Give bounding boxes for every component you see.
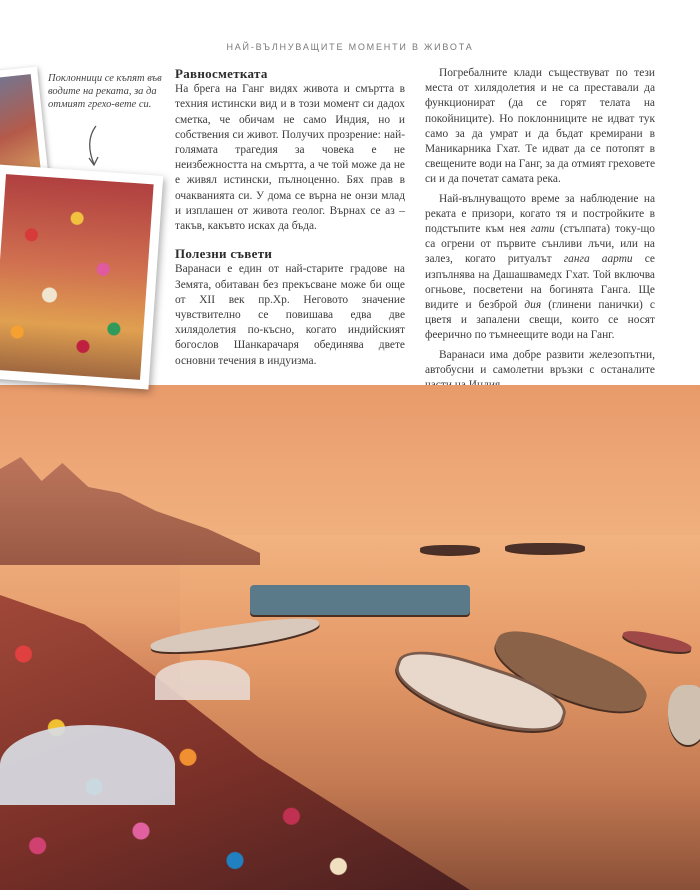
text-span: Най-вълнуващото време за наблюдение на реката е призори, когато тя и постройките в подстъпите към нея <box>425 192 655 236</box>
umbrella <box>0 725 175 805</box>
text-span: (стълпата) току-що са огрени от първите сънливи лъчи, или на залез, когато ритуалът <box>425 223 655 266</box>
caption-arrow-icon <box>82 124 104 168</box>
boat <box>420 545 480 554</box>
city-skyline <box>0 445 260 565</box>
boat <box>505 543 585 553</box>
section-heading: Равносметката <box>175 66 268 81</box>
italic-term: дия <box>524 299 542 312</box>
paragraph: На брега на Ганг видях живота и смъртта в техния истински вид и в този момент си дадох сметка, че обичам не само Индия, но и собствения си живот. Получих прозрение: най-голямата трагедия за човека е не неизбежността на смъртта, а че той може да не е живял истински, пълноценно. Бях прав в очакванията си. У дома се върна не онзи млад и изплашен от живота геолог. Върнах се аз – такъв, какъвто исках да бъда. <box>175 83 405 233</box>
paragraph <box>425 192 655 344</box>
text-column-right <box>425 66 655 393</box>
paragraph: Варанаси има добре развити железопътни, автобусни и самолетни връзки с останалите <box>425 348 655 376</box>
photo-caption: Поклонници се къпят във водите на реката, за да отмият грехо-вете си. <box>48 73 162 110</box>
photo-image <box>0 174 154 380</box>
paragraph: Погребалните клади съществуват по тези места от хилядолетия и не са преставали да функционират (да се горят телата на покойниците). Но поклонниците не идват тук само за да умрат и да бъдат кремирани в Маникарника Гхат. Те идват да се потопят в свещените води на Ганг, за да отмият греховете си и да почетат самата река. <box>425 67 655 186</box>
pilgrims-bathing-photo <box>0 164 163 389</box>
ganges-ghats-photo <box>0 385 700 890</box>
text-span: се изпълнява на Дашашвамедх Гхат. Той включва огньове, посветени на богинята Ганга. Ще видите и безброй <box>425 253 655 312</box>
text-span: (глинени панички) с цветя и запалени свещи, които се носят феерично по тъмнеещите води на Ганг. <box>425 299 655 342</box>
italic-term: ганга аарти <box>563 253 633 266</box>
boat <box>250 585 470 615</box>
boat <box>668 685 700 745</box>
section-heading: Полезни съвети <box>175 246 273 262</box>
umbrella <box>155 660 250 700</box>
text-column-left <box>175 66 405 369</box>
italic-term: гати <box>530 223 555 236</box>
paragraph: Варанаси е един от най-старите градове на Земята, обитаван без прекъсване може би още от XII век пр.Хр. Неговото значение чувствително се повишава едва две хилядолетия по-късно, когато индийският богослов Шанкарачаря обединява двете основни течения в индуизма. <box>175 263 405 367</box>
running-head: НАЙ-ВЪЛНУВАЩИТЕ МОМЕНТИ В ЖИВОТА <box>226 42 474 52</box>
